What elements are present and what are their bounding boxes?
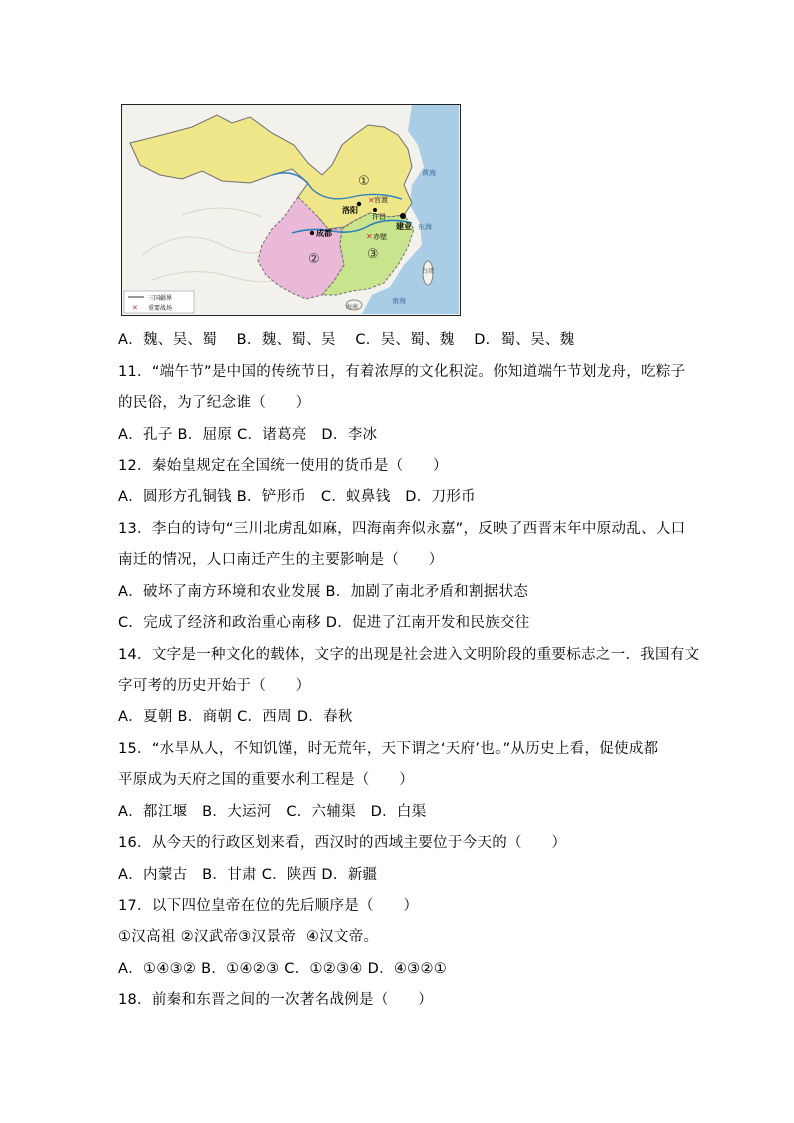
chibi-label: 赤壁: [373, 233, 387, 241]
guandu-battle-marker: ✕: [368, 196, 375, 205]
q11-text-line1: 11．“端午节”是中国的传统节日，有着浓厚的文化积淀。你知道端午节划龙舟，吃粽子: [118, 364, 686, 380]
xuchang-marker: [373, 208, 377, 212]
region-2-label: ②: [308, 252, 320, 267]
huanghai-label: 黄海: [422, 169, 436, 177]
guandu-label: 官渡: [374, 196, 388, 204]
hainan-label: 海南: [346, 304, 359, 311]
q15-options: A．都江堰 B．大运河 C．六辅渠 D．白渠: [118, 804, 427, 820]
q18-text: 18．前秦和东晋之间的一次著名战例是（ ）: [118, 992, 434, 1008]
q13-options-cd: C．完成了经济和政治重心南移 D．促进了江南开发和民族交往: [118, 615, 530, 631]
taiwan-label: 台湾: [422, 268, 435, 275]
xuchang-label: 许昌: [372, 213, 386, 221]
chengdu-label: 成都: [316, 229, 332, 238]
region-1-label: ①: [358, 174, 370, 189]
jianye-label: 建业: [396, 222, 412, 231]
q14-options: A．夏朝 B．商朝 C．西周 D．春秋: [118, 709, 353, 725]
q16-text: 16．从今天的行政区划来看，西汉时的西域主要位于今天的（ ）: [118, 835, 567, 851]
q13-options-ab: A．破坏了南方环境和农业发展 B．加剧了南北矛盾和割据状态: [118, 584, 529, 600]
luoyang-label: 洛阳: [342, 206, 358, 215]
q14-text-line2: 字可考的历史开始于（ ）: [118, 678, 311, 694]
legend-battle-icon: ✕: [132, 304, 138, 312]
q17-options: A．①④③② B．①④②③ C．①②③④ D．④③②①: [118, 961, 448, 977]
q14-text-line1: 14．文字是一种文化的载体，文字的出现是社会进入文明阶段的重要标志之一．我国有文: [118, 647, 700, 663]
south-sea-label: 南海: [392, 297, 406, 305]
q16-options: A．内蒙古 B．甘肃 C．陕西 D．新疆: [118, 867, 378, 883]
q17-items: ①汉高祖 ②汉武帝③汉景帝 ④汉文帝。: [118, 929, 379, 945]
q15-text-line2: 平原成为天府之国的重要水利工程是（ ）: [118, 772, 414, 788]
q17-text: 17．以下四位皇帝在位的先后顺序是（ ）: [118, 898, 419, 914]
q10-options: A．魏、吴、蜀 B．魏、蜀、吴 C．吴、蜀、魏 D．蜀、吴、魏: [118, 332, 575, 348]
region-3-label: ③: [367, 247, 379, 262]
q11-text-line2: 的民俗，为了纪念谁（ ）: [118, 395, 311, 411]
legend-battlefield-label: 重要战场: [148, 305, 173, 312]
q13-text-line1: 13．李白的诗句“三川北虏乱如麻，四海南奔似永嘉”，反映了西晋末年中原动乱、人口: [118, 521, 686, 537]
q12-options: A．圆形方孔铜钱 B．铲形币 C．蚁鼻钱 D．刀形币: [118, 489, 476, 505]
chengdu-marker: [310, 231, 314, 235]
q15-text-line1: 15．“水旱从人，不知饥馑，时无荒年，天下谓之‘天府’也。”从历史上看，促使成都: [118, 741, 659, 757]
east-sea-label: 东海: [418, 223, 432, 231]
q13-text-line2: 南迁的情况，人口南迁产生的主要影响是（ ）: [118, 552, 444, 568]
q11-options: A．孔子 B．屈原 C．诸葛亮 D．李冰: [118, 427, 378, 443]
legend-border-label: 三国疆界: [148, 295, 173, 302]
chibi-battle-marker: ✕: [366, 232, 373, 241]
jianye-marker: [400, 213, 406, 219]
three-kingdoms-map: [121, 104, 461, 316]
q12-text: 12．秦始皇规定在全国统一使用的货币是（ ）: [118, 458, 448, 474]
